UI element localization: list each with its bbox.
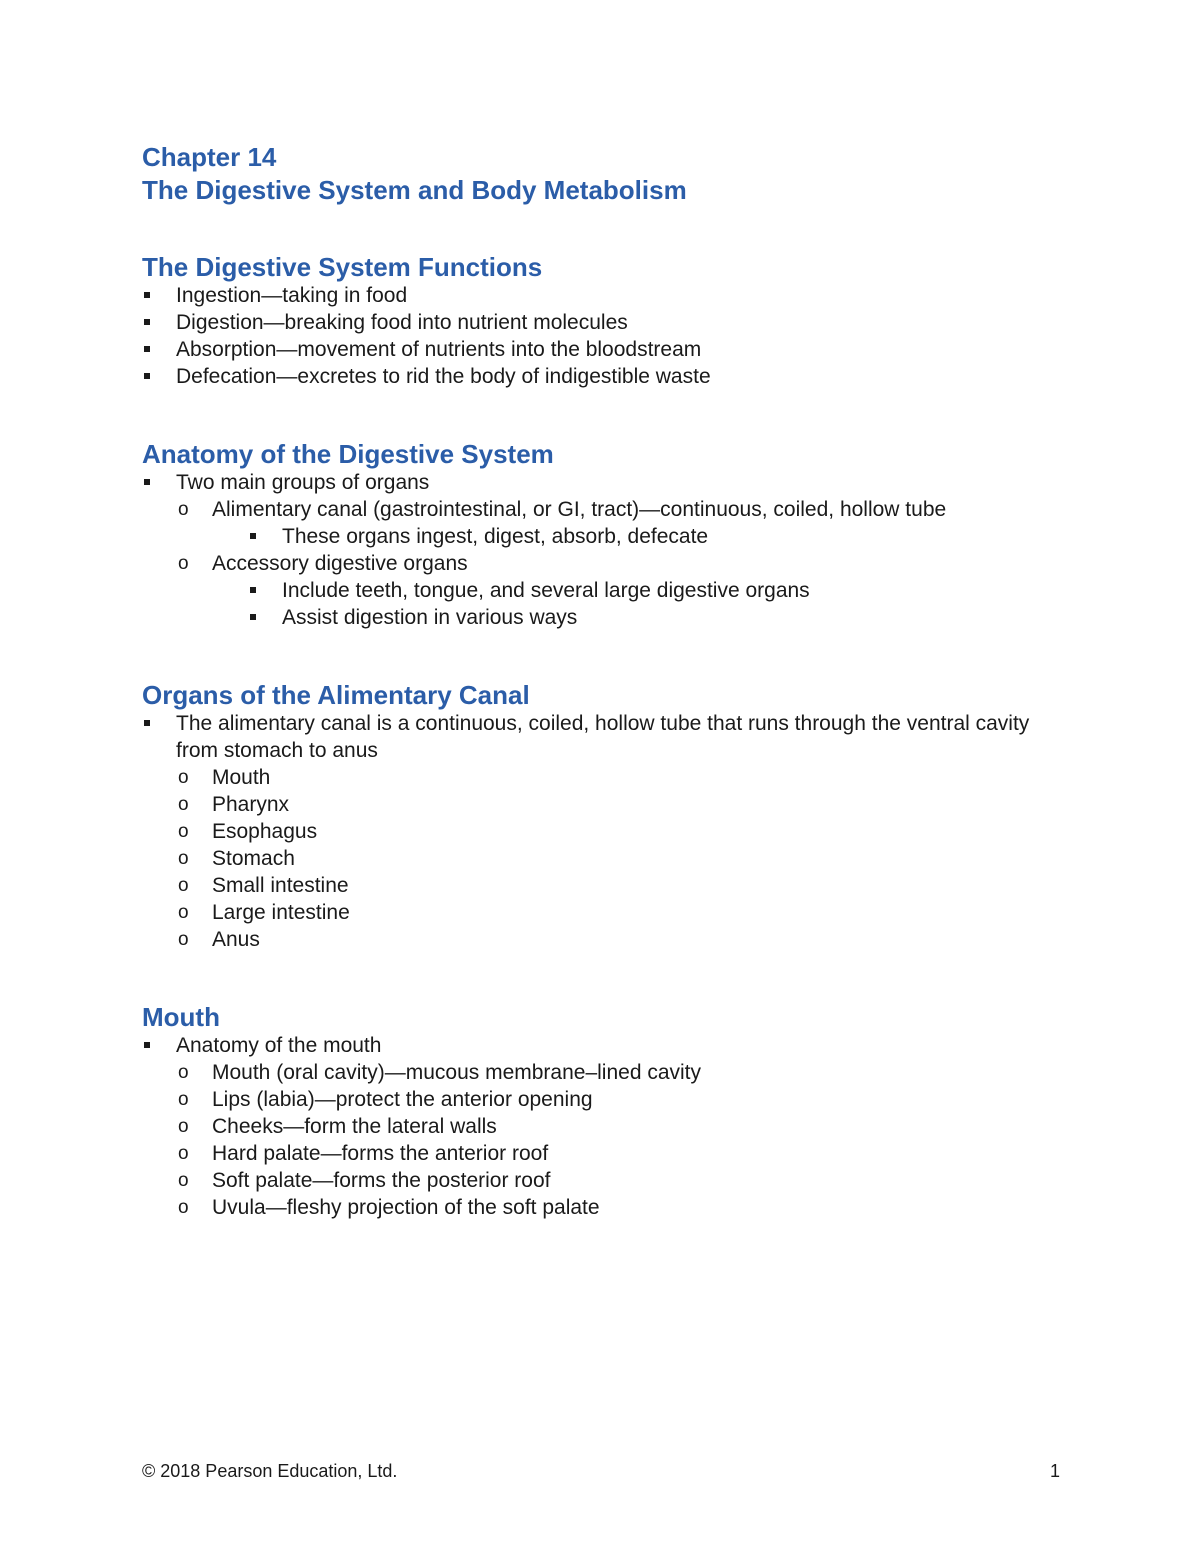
section-mouth — [142, 1002, 1072, 1221]
circle-bullet-icon: o — [178, 1062, 189, 1083]
sub-list-item — [178, 1086, 1072, 1113]
circle-bullet-icon: o — [178, 1143, 189, 1164]
list-item-text: Hard palate—forms the anterior roof — [212, 1142, 549, 1165]
square-bullet-icon — [250, 614, 256, 620]
circle-bullet-icon: o — [178, 499, 189, 520]
square-bullet-icon — [144, 319, 150, 325]
chapter-title: The Digestive System and Body Metabolism — [142, 175, 687, 205]
copyright-notice: © 2018 Pearson Education, Ltd. — [142, 1461, 398, 1481]
sub-list-item — [178, 845, 1072, 872]
square-bullet-icon — [144, 1042, 150, 1048]
sub-sub-list-item — [248, 604, 1072, 631]
list-item-text: Assist digestion in various ways — [282, 606, 578, 629]
list-item-text: Alimentary canal (gastrointestinal, or GI, tract)—continuous, coiled, hollow tube — [212, 498, 947, 521]
circle-bullet-icon: o — [178, 1170, 189, 1191]
sub-sub-bullet-list — [212, 523, 1072, 550]
section-alimentary-canal — [142, 680, 1072, 953]
nested-list-wrapper — [142, 577, 1072, 631]
list-item — [142, 469, 1072, 496]
bullet-list — [142, 282, 1072, 390]
list-item-text: Large intestine — [212, 901, 350, 924]
list-item-text: Pharynx — [212, 793, 290, 816]
list-item — [142, 1032, 1072, 1059]
circle-bullet-icon: o — [178, 929, 189, 950]
sub-list-item — [178, 1059, 1072, 1086]
sub-list-item — [178, 764, 1072, 791]
section-anatomy — [142, 439, 1072, 631]
list-item — [142, 336, 1072, 363]
list-item-text: Mouth — [212, 766, 271, 789]
sub-list-item — [178, 791, 1072, 818]
list-item-text: Digestion—breaking food into nutrient molecules — [176, 311, 628, 334]
circle-bullet-icon: o — [178, 1089, 189, 1110]
list-item — [142, 282, 1072, 309]
sub-list-item — [178, 550, 1072, 577]
list-item-text: Cheeks—form the lateral walls — [212, 1115, 497, 1138]
page-content — [142, 141, 1072, 1270]
list-item-text: Anatomy of the mouth — [176, 1034, 382, 1057]
sub-sub-list-item — [248, 577, 1072, 604]
list-item-text: Stomach — [212, 847, 295, 870]
chapter-number: Chapter 14 — [142, 142, 277, 172]
list-item-text: Ingestion—taking in food — [176, 284, 408, 307]
list-item-text: Anus — [212, 928, 260, 951]
list-item — [142, 363, 1072, 390]
square-bullet-icon — [144, 346, 150, 352]
nested-list-wrapper — [142, 523, 1072, 550]
circle-bullet-icon: o — [178, 1116, 189, 1137]
sub-bullet-list — [142, 764, 1072, 953]
list-item — [142, 309, 1072, 336]
circle-bullet-icon: o — [178, 553, 189, 574]
square-bullet-icon — [144, 720, 150, 726]
bullet-list — [142, 469, 1072, 496]
section-heading: Mouth — [142, 1002, 220, 1032]
sub-bullet-list — [142, 496, 1072, 523]
circle-bullet-icon: o — [178, 902, 189, 923]
circle-bullet-icon: o — [178, 767, 189, 788]
list-item-text: Include teeth, tongue, and several large digestive organs — [282, 579, 810, 602]
list-item-text: These organs ingest, digest, absorb, defecate — [282, 525, 709, 548]
chapter-title-block — [142, 141, 1072, 207]
sub-list-item — [178, 926, 1072, 953]
list-item-text: Two main groups of organs — [176, 471, 430, 494]
sub-list-item — [178, 1140, 1072, 1167]
sub-list-item — [178, 899, 1072, 926]
sub-list-item — [178, 496, 1072, 523]
sub-list-item — [178, 1113, 1072, 1140]
square-bullet-icon — [144, 373, 150, 379]
square-bullet-icon — [144, 479, 150, 485]
square-bullet-icon — [144, 292, 150, 298]
bullet-list — [142, 710, 1072, 764]
sub-list-item — [178, 872, 1072, 899]
page-number: 1 — [1049, 1461, 1060, 1481]
list-item-text: Small intestine — [212, 874, 349, 897]
square-bullet-icon — [250, 587, 256, 593]
section-digestive-functions — [142, 252, 1072, 390]
sub-sub-list-item — [248, 523, 1072, 550]
circle-bullet-icon: o — [178, 875, 189, 896]
list-item — [142, 710, 1072, 764]
list-item-text: Lips (labia)—protect the anterior opening — [212, 1088, 593, 1111]
section-heading: The Digestive System Functions — [142, 252, 543, 282]
bullet-list — [142, 1032, 1072, 1059]
sub-bullet-list — [142, 1059, 1072, 1221]
square-bullet-icon — [250, 533, 256, 539]
sub-list-item — [178, 818, 1072, 845]
circle-bullet-icon: o — [178, 1197, 189, 1218]
sub-bullet-list — [142, 523, 1072, 631]
list-item-text: Defecation—excretes to rid the body of indigestible waste — [176, 365, 711, 388]
circle-bullet-icon: o — [178, 821, 189, 842]
sub-sub-bullet-list — [212, 577, 1072, 631]
list-item-text: Absorption—movement of nutrients into the bloodstream — [176, 338, 702, 361]
sub-list-item — [178, 1194, 1072, 1221]
list-item-text: Accessory digestive organs — [212, 552, 468, 575]
circle-bullet-icon: o — [178, 848, 189, 869]
sub-list-item — [178, 1167, 1072, 1194]
circle-bullet-icon: o — [178, 794, 189, 815]
list-item-text: Uvula—fleshy projection of the soft palate — [212, 1196, 600, 1219]
list-item-text: Soft palate—forms the posterior roof — [212, 1169, 551, 1192]
list-item-text: Esophagus — [212, 820, 318, 843]
section-heading: Organs of the Alimentary Canal — [142, 680, 530, 710]
list-item-text: Mouth (oral cavity)—mucous membrane–lined cavity — [212, 1061, 702, 1084]
list-item-text: The alimentary canal is a continuous, coiled, hollow tube that runs through the ventral cavity from stomach to anus — [176, 712, 1030, 762]
section-heading: Anatomy of the Digestive System — [142, 439, 554, 469]
